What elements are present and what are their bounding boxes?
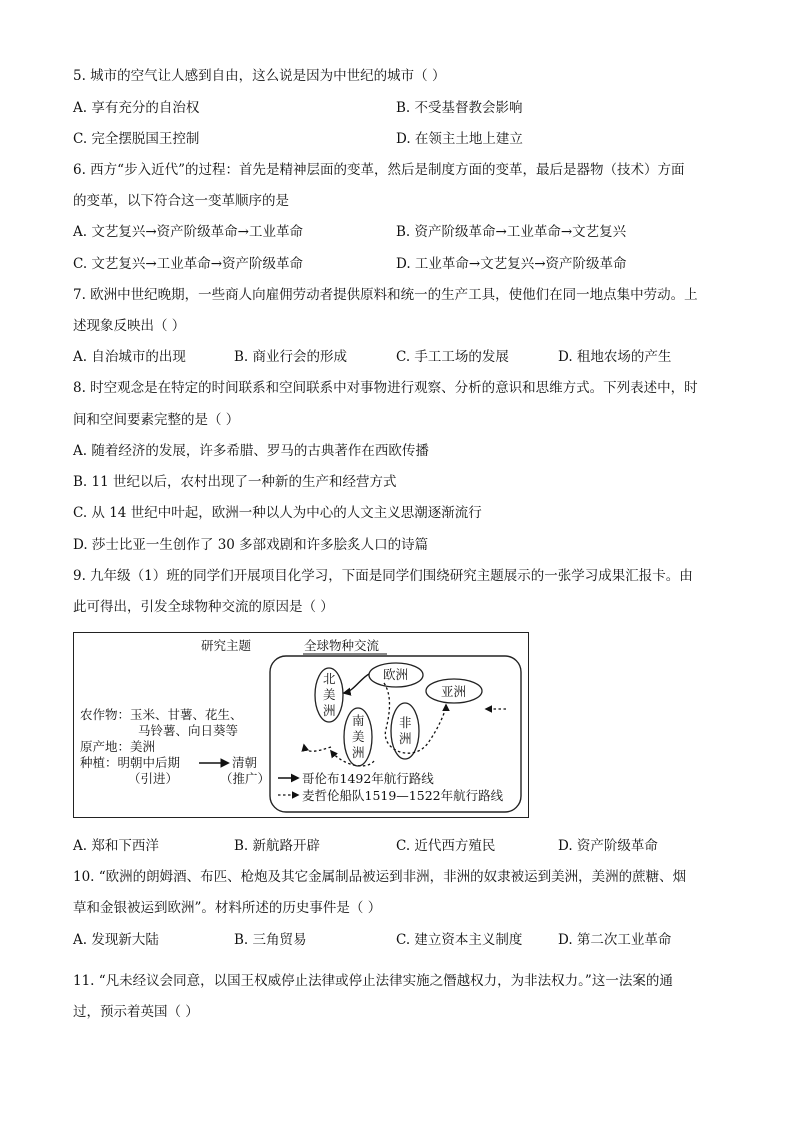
q6-stem-line1: 6. 西方“步入近代”的过程：首先是精神层面的变革，然后是制度方面的变革，最后是器物（技术）方面	[73, 162, 685, 178]
europe-label: 欧洲	[383, 667, 409, 682]
q11-stem-line1: 11. “凡未经议会同意，以国王权威停止法律或停止法律实施之僭越权力，为非法权力。”这一法案的通	[73, 973, 673, 989]
topic-label: 研究主题	[201, 638, 252, 653]
q6-option-d: D. 工业革命→文艺复兴→资产阶级革命	[396, 256, 627, 272]
q9-option-b: B. 新航路开辟	[234, 838, 321, 854]
q9-option-c: C. 近代西方殖民	[396, 838, 496, 854]
magellan-route-3	[384, 683, 446, 753]
na-char1: 北	[323, 671, 336, 686]
q6-option-c: C. 文艺复兴→工业革命→资产阶级革命	[73, 256, 304, 272]
q7-stem-line1: 7. 欧洲中世纪晚期，一些商人向雇佣劳动者提供原料和统一的生产工具，使他们在同一地点集中劳动。上	[73, 287, 698, 303]
q10-stem-line2: 草和金银被运到欧洲”。材料所述的历史事件是（ ）	[73, 900, 382, 916]
q6-stem-line2: 的变革，以下符合这一变革顺序的是	[73, 193, 289, 209]
columbus-route	[344, 674, 369, 693]
sa-char3: 洲	[352, 745, 365, 760]
crops-line2: 马铃薯、向日葵等	[138, 723, 239, 738]
na-char3: 洲	[323, 703, 336, 718]
planting-promoted: （推广）	[220, 771, 271, 786]
af-char1: 非	[399, 715, 412, 730]
q5-option-d: D. 在领主土地上建立	[396, 131, 523, 147]
crops-line1: 农作物：玉米、甘薯、花生、	[80, 707, 243, 722]
species-exchange-report-card	[73, 632, 529, 818]
q9-stem-line2: 此可得出，引发全球物种交流的原因是（ ）	[73, 599, 334, 615]
na-char2: 美	[323, 687, 336, 702]
sa-char2: 美	[352, 729, 365, 744]
q10-option-c: C. 建立资本主义制度	[396, 932, 523, 948]
q8-stem-line2: 间和空间要素完整的是（ ）	[73, 412, 240, 428]
q8-option-b: B. 11 世纪以后，农村出现了一种新的生产和经营方式	[73, 474, 397, 490]
asia-label: 亚洲	[441, 684, 467, 699]
q7-option-a: A. 自治城市的出现	[73, 349, 186, 365]
q7-stem-line2: 述现象反映出（ ）	[73, 318, 186, 334]
topic-title: 全球物种交流	[304, 638, 380, 653]
magellan-route-2	[304, 745, 331, 751]
af-char2: 洲	[399, 731, 412, 746]
q7-option-d: D. 租地农场的产生	[558, 349, 672, 365]
q7-option-c: C. 手工工场的发展	[396, 349, 509, 365]
planting-introduced: （引进）	[128, 771, 179, 786]
q10-stem-line1: 10. “欧洲的朗姆酒、布匹、枪炮及其它金属制品被运到非洲，非洲的奴隶被运到美洲，美洲的蔗糖、烟	[73, 869, 687, 885]
legend-magellan-text: 麦哲伦船队1519—1522年航行路线	[302, 788, 504, 803]
q5-stem: 5. 城市的空气让人感到自由，这么说是因为中世纪的城市（ ）	[73, 68, 446, 84]
q9-option-a: A. 郑和下西洋	[73, 838, 159, 854]
q9-stem-line1: 9. 九年级（1）班的同学们开展项目化学习，下面是同学们围绕研究主题展示的一张学习成果汇报卡。由	[73, 568, 693, 584]
sa-char1: 南	[352, 713, 365, 728]
q5-option-b: B. 不受基督教会影响	[396, 100, 523, 116]
legend-columbus-text: 哥伦布1492年航行路线	[302, 771, 434, 786]
q8-option-d: D. 莎士比亚一生创作了 30 多部戏剧和许多脍炙人口的诗篇	[73, 537, 429, 553]
q6-option-a: A. 文艺复兴→资产阶级革命→工业革命	[73, 224, 303, 240]
q10-option-d: D. 第二次工业革命	[558, 932, 672, 948]
q10-option-a: A. 发现新大陆	[73, 932, 159, 948]
q6-option-b: B. 资产阶级革命→工业革命→文艺复兴	[396, 224, 627, 240]
q7-option-b: B. 商业行会的形成	[234, 349, 348, 365]
planting-qing: 清朝	[232, 755, 258, 770]
q5-option-c: C. 完全摆脱国王控制	[73, 131, 200, 147]
origin-text: 原产地：美洲	[80, 739, 156, 754]
q5-option-a: A. 享有充分的自治权	[73, 100, 200, 116]
q8-option-c: C. 从 14 世纪中叶起，欧洲一种以人为中心的人文主义思潮逐渐流行	[73, 505, 482, 521]
q10-option-b: B. 三角贸易	[234, 932, 307, 948]
q8-stem-line1: 8. 时空观念是在特定的时间联系和空间联系中对事物进行观察、分析的意识和思维方式。下列表述中，时	[73, 380, 698, 396]
q8-option-a: A. 随着经济的发展，许多希腊、罗马的古典著作在西欧传播	[73, 443, 429, 459]
planting-text: 种植：明朝中后期	[80, 755, 181, 770]
q11-stem-line2: 过，预示着英国（ ）	[73, 1004, 199, 1020]
q9-option-d: D. 资产阶级革命	[558, 838, 658, 854]
